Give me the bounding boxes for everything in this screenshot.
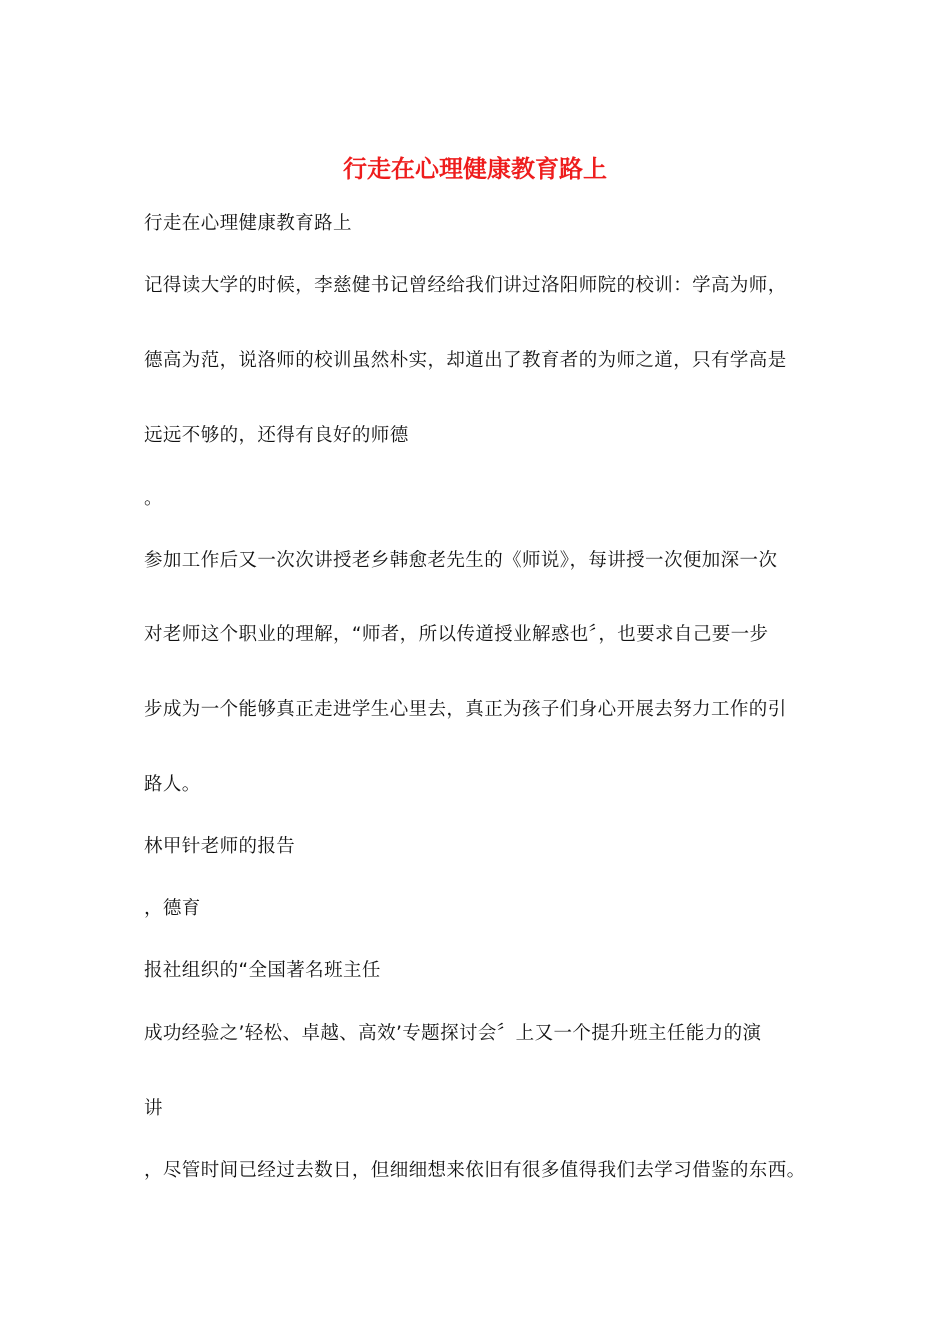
paragraph-line: 记得读大学的时候，李慈健书记曾经给我们讲过洛阳师院的校训：学高为师， bbox=[144, 275, 787, 296]
paragraph-line: 。 bbox=[144, 488, 163, 509]
paragraph-line: 路人。 bbox=[144, 774, 201, 795]
paragraph-line: 远远不够的，还得有良好的师德 bbox=[144, 425, 409, 446]
paragraph-line: 成功经验之’轻松、卓越、高效’专题探讨会〞上又一个提升班主任能力的演 bbox=[144, 1023, 762, 1044]
paragraph-line: 步成为一个能够真正走进学生心里去，真正为孩子们身心开展去努力工作的引 bbox=[144, 699, 787, 720]
paragraph-line: 德高为范，说洛师的校训虽然朴实，却道出了教育者的为师之道，只有学高是 bbox=[144, 350, 787, 371]
paragraph-line: 参加工作后又一次次讲授老乡韩愈老先生的《师说》，每讲授一次便加深一次 bbox=[144, 550, 778, 571]
paragraph-line: 对老师这个职业的理解，“师者，所以传道授业解惑也〞，也要求自己要一步 bbox=[144, 624, 769, 645]
paragraph-line: 讲 bbox=[144, 1098, 163, 1119]
paragraph-line: 报社组织的“全国著名班主任 bbox=[144, 960, 381, 981]
paragraph-line: 林甲针老师的报告 bbox=[144, 836, 296, 857]
paragraph-line: ，德育 bbox=[144, 898, 201, 919]
paragraph-line: ，尽管时间已经过去数日，但细细想来依旧有很多值得我们去学习借鉴的东西。 bbox=[144, 1160, 806, 1181]
page-title: 行走在心理健康教育路上 bbox=[343, 154, 607, 183]
subtitle-line: 行走在心理健康教育路上 bbox=[144, 213, 352, 234]
